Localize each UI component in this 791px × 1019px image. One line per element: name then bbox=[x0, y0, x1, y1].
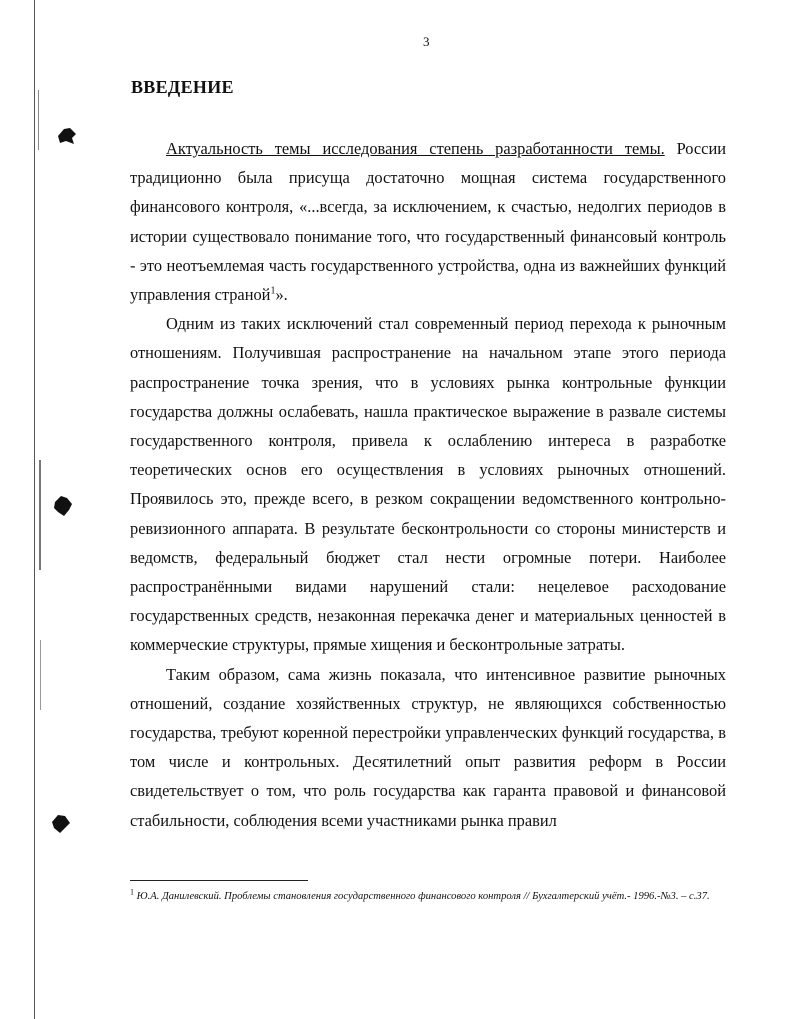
section-heading: ВВЕДЕНИЕ bbox=[131, 77, 234, 97]
scan-edge-line bbox=[40, 640, 41, 710]
scan-edge-line bbox=[39, 460, 41, 570]
footnote-divider bbox=[130, 880, 308, 881]
body-text bbox=[130, 134, 726, 835]
scan-edge-line bbox=[38, 90, 39, 150]
page-number: 3 bbox=[423, 34, 430, 49]
binding-hole-mark bbox=[56, 126, 78, 146]
paragraph-1-text: России традиционно была присуща достаточно мощная система государственного финансового контроля, «...всегда, за исключением, к счастью, недолгих периодов в истории существовало понимание того, что государственный финансовый контроль - это неотъемлемая часть государственного устройства, одна из важнейших функций управления страной bbox=[130, 139, 726, 305]
footnote-number: 1 bbox=[130, 887, 134, 897]
paragraph-3: Таким образом, сама жизнь показала, что интенсивное развитие рыночных отношений, создание хозяйственных структур, не являющихся собственностью государства, требуют коренной перестройки управленческих функций государства, в том числе и контрольных. Десятилетний опыт развития реформ в России свидетельствует о том, что роль государства как гаранта правовой и финансовой стабильности, соблюдения всеми участниками рынка правил bbox=[130, 664, 726, 830]
paragraph-1 bbox=[130, 134, 726, 309]
paragraph-2: Одним из таких исключений стал современный период перехода к рыночным отношениям. Получившая распространение на начальном этапе этого периода распространение точка зрения, что в условиях рынка контрольные функции государства должны ослабевать, нашла практическое выражение в развале системы государственного контроля, привела к ослаблению интереса в разработке теоретических основ его осуществления в условиях рыночных отношений. Проявилось это, прежде всего, в резком сокращении ведомственного контрольно-ревизионного аппарата. В результате бесконтрольности со стороны министерств и ведомств, федеральный бюджет стал нести огромные потери. Наиболее распространёнными видами нарушений стали: нецелевое расходование государственных средств, незаконная перекачка денег и материальных ценностей в коммерческие структуры, прямые хищения и бесконтрольные затраты. bbox=[130, 314, 726, 655]
binding-hole-mark bbox=[50, 813, 72, 835]
footnote bbox=[130, 889, 726, 905]
scan-edge-line bbox=[34, 0, 35, 1019]
paragraph-1-end: ». bbox=[275, 285, 288, 305]
footnote-ref: 1 bbox=[270, 285, 276, 297]
binding-hole-mark bbox=[52, 494, 74, 518]
underlined-topic: Актуальность темы исследования степень разработанности темы. bbox=[166, 139, 665, 158]
footnote-text: Ю.А. Данилевский. Проблемы становления государственного финансового контроля // Бухгалтерский учёт.- 1996.-№3. – с.37. bbox=[134, 891, 710, 902]
